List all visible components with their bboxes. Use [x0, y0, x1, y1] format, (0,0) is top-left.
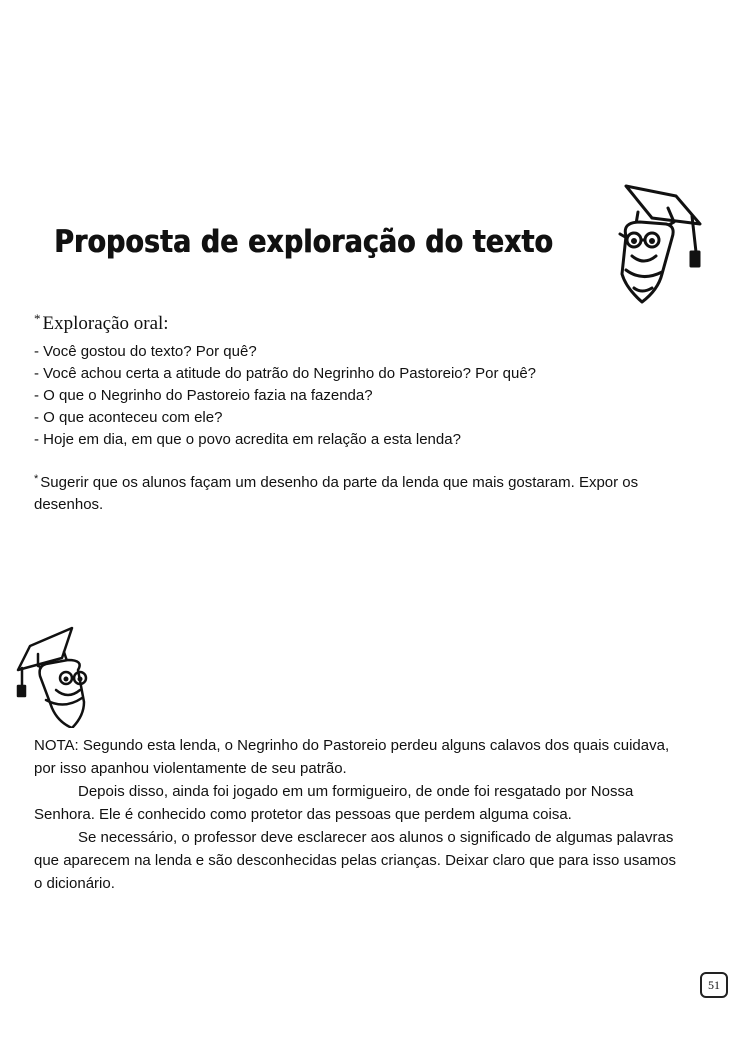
question-list	[34, 341, 536, 451]
note-paragraph: Depois disso, ainda foi jogado em um formigueiro, de onde foi resgatado por Nossa Senhora. Ele é conhecido como protetor das pessoas que perdem alguma coisa.	[34, 783, 634, 823]
suggestion-text: Sugerir que os alunos façam um desenho da parte da lenda que mais gostaram. Expor os desenhos.	[34, 474, 639, 513]
question-item: - Você gostou do texto? Por quê?	[34, 341, 536, 363]
question-item: - Você achou certa a atitude do patrão do Negrinho do Pastoreio? Por quê?	[34, 363, 536, 385]
asterisk: *	[34, 311, 41, 326]
page-title: Proposta de exploração do texto	[54, 224, 553, 260]
question-item: - O que o Negrinho do Pastoreio fazia na fazenda?	[34, 385, 536, 407]
drawing-suggestion	[34, 468, 694, 516]
teacher-note	[34, 734, 684, 895]
note-paragraph: NOTA: Segundo esta lenda, o Negrinho do Pastoreio perdeu alguns calavos dos quais cuidava, por isso apanhou violentamente de seu patrão.	[34, 737, 670, 777]
question-item: - O que aconteceu com ele?	[34, 407, 536, 429]
graduate-pencil-mascot-icon	[16, 624, 112, 728]
note-paragraph: Se necessário, o professor deve esclarecer aos alunos o significado de algumas palavras que aparecem na lenda e são desconhecidas pelas crianças. Deixar claro que para isso usamos o dicionário.	[34, 829, 677, 892]
oral-exploration-heading	[34, 311, 169, 335]
page-number: 51	[700, 972, 728, 998]
oral-heading-text: Exploração oral:	[42, 313, 169, 334]
graduate-pencil-mascot-icon	[596, 178, 718, 306]
question-item: - Hoje em dia, em que o povo acredita em relação a esta lenda?	[34, 429, 536, 451]
asterisk: *	[34, 473, 39, 485]
